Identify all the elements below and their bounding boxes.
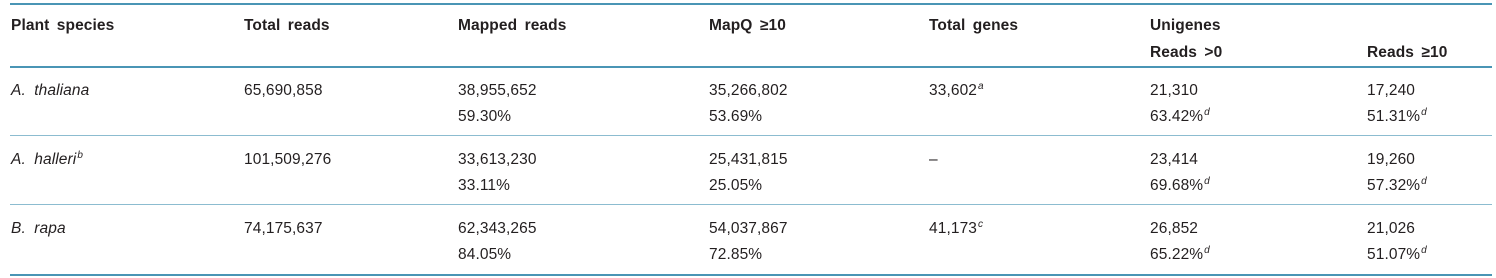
mapped-reads-pct-cell: 59.30%: [458, 108, 512, 125]
header-plant-species: Plant species: [11, 17, 115, 34]
header-unigenes: Unigenes: [1150, 17, 1221, 34]
mapq-cell: 54,037,867: [709, 220, 788, 237]
reads-gt0-cell: 21,310: [1150, 82, 1199, 99]
row-divider: [10, 204, 1492, 205]
total-reads-cell: 65,690,858: [244, 82, 323, 99]
reads-ge10-cell: 17,240: [1367, 82, 1416, 99]
table-top-rule: [10, 3, 1492, 5]
species-cell: B. rapa: [11, 220, 66, 237]
total-reads-cell: 101,509,276: [244, 151, 332, 168]
reads-gt0-pct-cell: 65.22%$^d$: [1150, 244, 1210, 263]
row-divider: [10, 135, 1492, 136]
reads-gt0-pct-cell: 63.42%$^d$: [1150, 106, 1210, 125]
species-cell: A. halleri$^b$: [11, 149, 83, 168]
species-cell: A. thaliana: [11, 82, 90, 99]
reads-gt0-pct-cell: 69.68%$^d$: [1150, 175, 1210, 194]
header-mapped-reads: Mapped reads: [458, 17, 567, 34]
header-total-genes: Total genes: [929, 17, 1019, 34]
mapq-pct-cell: 25.05%: [709, 177, 763, 194]
reads-gt0-cell: 23,414: [1150, 151, 1199, 168]
mapped-reads-cell: 62,343,265: [458, 220, 537, 237]
reads-ge10-cell: 19,260: [1367, 151, 1416, 168]
reads-ge10-pct-cell: 57.32%$^d$: [1367, 175, 1427, 194]
reads-ge10-pct-cell: 51.07%$^d$: [1367, 244, 1427, 263]
mapq-pct-cell: 53.69%: [709, 108, 763, 125]
total-genes-cell: 33,602$^a$: [929, 80, 984, 99]
mapped-reads-pct-cell: 33.11%: [458, 177, 511, 194]
header-total-reads: Total reads: [244, 17, 330, 34]
mapq-cell: 35,266,802: [709, 82, 788, 99]
reads-ge10-cell: 21,026: [1367, 220, 1416, 237]
reads-ge10-pct-cell: 51.31%$^d$: [1367, 106, 1427, 125]
header-reads-gt0: Reads >0: [1150, 44, 1223, 61]
total-genes-cell: –: [929, 151, 938, 168]
total-reads-cell: 74,175,637: [244, 220, 323, 237]
header-reads-ge10: Reads ≥10: [1367, 44, 1448, 61]
header-rule: [10, 66, 1492, 68]
table-bottom-rule: [10, 274, 1492, 276]
mapq-pct-cell: 72.85%: [709, 246, 763, 263]
mapped-reads-pct-cell: 84.05%: [458, 246, 512, 263]
total-genes-cell: 41,173$^c$: [929, 218, 984, 237]
reads-gt0-cell: 26,852: [1150, 220, 1199, 237]
mapped-reads-cell: 38,955,652: [458, 82, 537, 99]
header-mapq: MapQ ≥10: [709, 17, 786, 34]
mapq-cell: 25,431,815: [709, 151, 788, 168]
mapped-reads-cell: 33,613,230: [458, 151, 537, 168]
